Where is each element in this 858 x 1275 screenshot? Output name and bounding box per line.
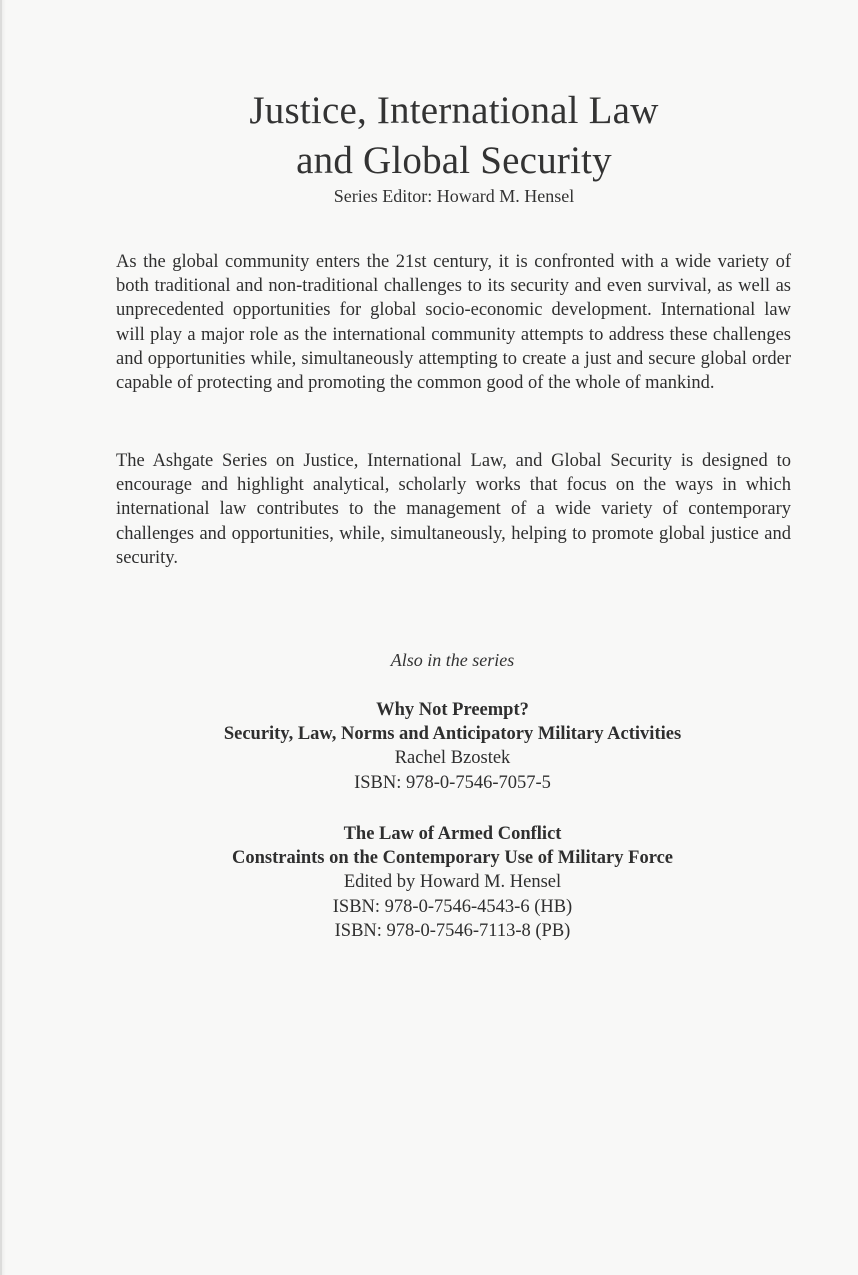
- book-author: Rachel Bzostek: [394, 748, 511, 769]
- series-title-line-2: and Global Security: [296, 139, 612, 182]
- book-isbn-pb: ISBN: 978-0-7546-7113-8 (PB): [334, 920, 571, 941]
- book-title: Why Not Preempt?: [376, 700, 529, 720]
- book-editor: Edited by Howard M. Hensel: [343, 872, 562, 893]
- intro-paragraph-2: The Ashgate Series on Justice, International Law, and Global Security is designed to encourage and highlight analytical, scholarly works that focus on the ways in which international law contributes to the management of a wide variety of contemporary challenges and opportunities, while, simultaneously, helping to promote global justice and security.: [116, 451, 791, 568]
- intro-paragraph-1: As the global community enters the 21st century, it is confronted with a wide variety of both traditional and non-traditional challenges to its security and even survival, as well as unprecedented opportunities for global socio-economic development. International law will play a major role as the international community attempts to address these challenges and opportunities while, simultaneously attempting to create a just and secure global order capable of protecting and promoting the common good of the whole of mankind.: [116, 252, 791, 394]
- series-editor: Series Editor: Howard M. Hensel: [333, 186, 575, 206]
- book-isbn: ISBN: 978-0-7546-7057-5: [354, 772, 551, 793]
- series-book-entry: [0, 822, 858, 943]
- series-title-line-1: Justice, International Law: [249, 89, 659, 132]
- book-title: The Law of Armed Conflict: [343, 824, 562, 844]
- series-book-entry: [0, 698, 858, 795]
- book-subtitle: Constraints on the Contemporary Use of Military Force: [231, 848, 673, 869]
- also-in-series-heading: Also in the series: [390, 650, 515, 670]
- book-subtitle: Security, Law, Norms and Anticipatory Military Activities: [223, 724, 682, 745]
- series-title-block: [0, 86, 858, 206]
- book-isbn-hb: ISBN: 978-0-7546-4543-6 (HB): [332, 896, 573, 917]
